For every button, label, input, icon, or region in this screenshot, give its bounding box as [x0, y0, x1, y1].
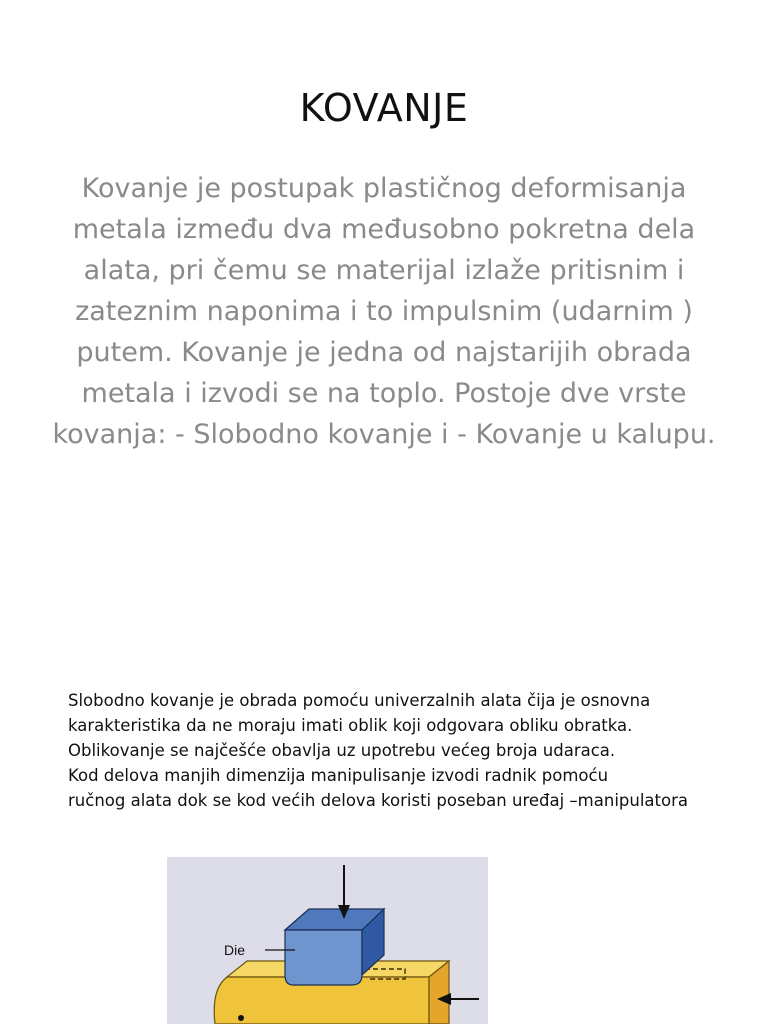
detail-line: Oblikovanje se najčešće obavlja uz upotrebu većeg broja udaraca. [68, 741, 616, 760]
detail-line: Kod delova manjih dimenzija manipulisanje izvodi radnik pomoću [68, 766, 609, 785]
detail-line: ručnog alata dok se kod većih delova koristi poseban uređaj –manipulatora [68, 791, 688, 810]
die-front [285, 930, 362, 985]
detail-line: Slobodno kovanje je obrada pomoću univerzalnih alata čija je osnovna [68, 691, 651, 710]
forging-illustration [167, 857, 488, 1024]
intro-paragraph: Kovanje je postupak plastičnog deformisanja metala između dva međusobno pokretna dela alata, pri čemu se materijal izlaže pritisnim i zateznim naponima i to impulsnim (udarnim ) putem. Kovanje je jedna od najstarijih obrada metala i izvodi se na toplo. Postoje dve vrste kovanja: - Slobodno kovanje i - Kovanje u kalupu. [52, 173, 716, 450]
detail-paragraph [68, 688, 748, 813]
detail-line: karakteristika da ne moraju imati oblik koji odgovara obliku obratka. [68, 716, 633, 735]
forging-diagram [167, 857, 488, 1024]
workpiece-marker-dot [238, 1015, 244, 1021]
die-label: Die [224, 942, 246, 958]
slide-title: KOVANJE [299, 86, 469, 130]
